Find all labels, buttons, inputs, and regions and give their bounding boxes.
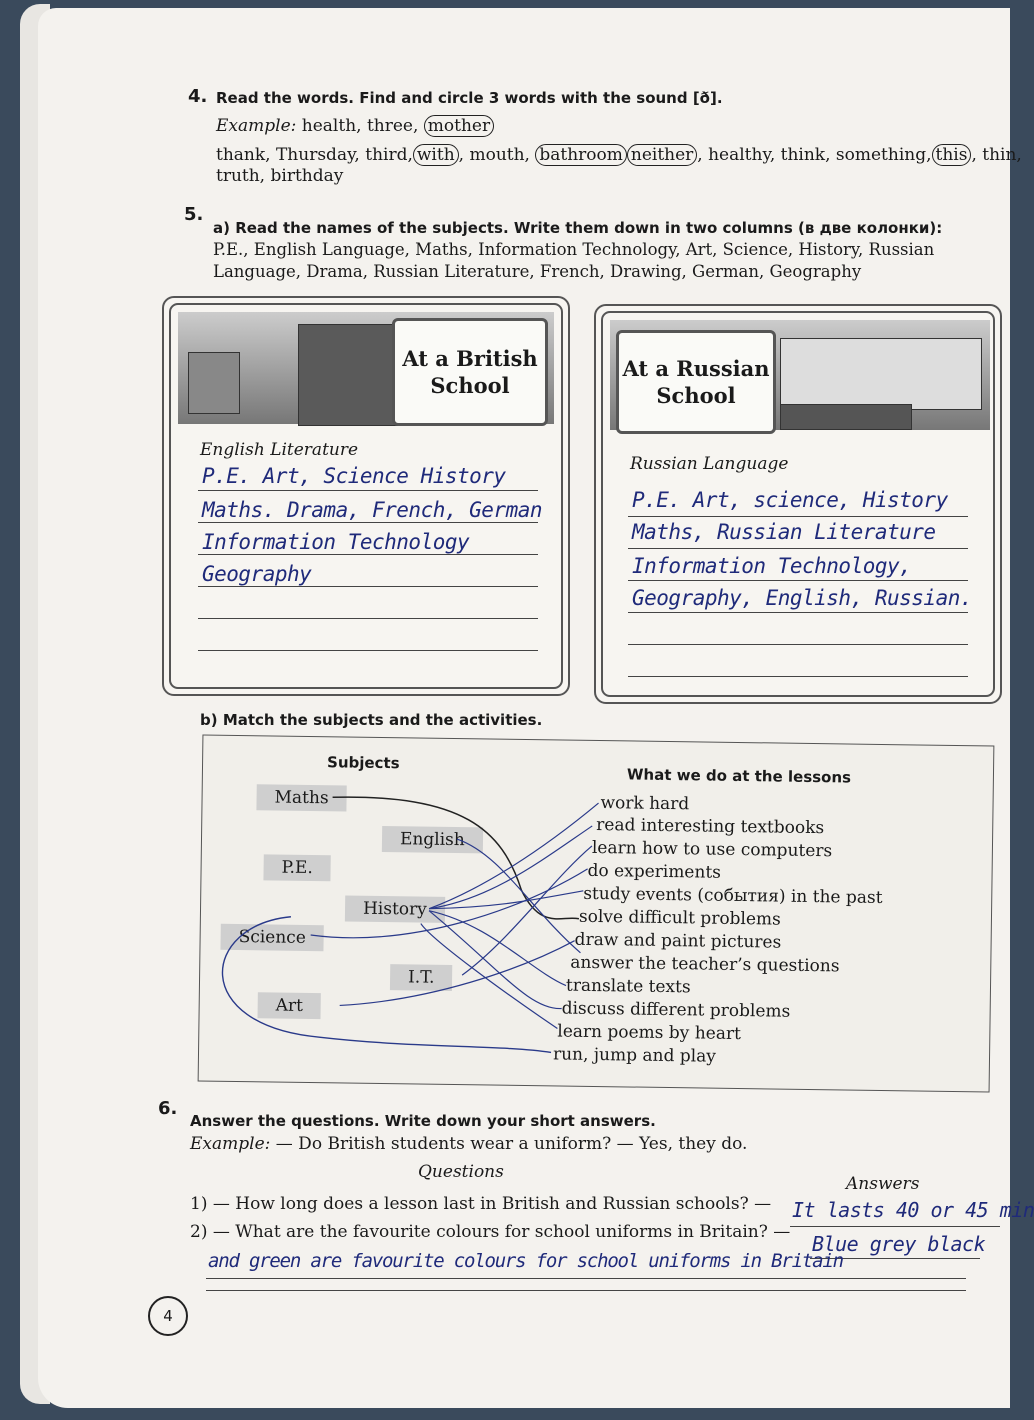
ex4-words-a: thank, Thursday, third, xyxy=(216,145,413,165)
british-school-box xyxy=(162,296,570,696)
activities-heading: What we do at the lessons xyxy=(626,765,852,787)
ex4-word-line-1 xyxy=(216,145,1022,165)
matching-panel xyxy=(198,734,995,1092)
british-first-item: English Literature xyxy=(200,440,359,460)
rule xyxy=(198,650,538,651)
activity-item: learn how to use computers xyxy=(591,837,833,862)
rule xyxy=(628,580,968,581)
question-1: 1) — How long does a lesson last in British and Russian schools? — xyxy=(190,1194,772,1214)
rule xyxy=(628,516,968,517)
circled-word-this: this xyxy=(932,144,972,166)
ex5-subject-list-1: P.E., English Language, Maths, Information Technology, Art, Science, History, Russian xyxy=(213,240,935,259)
ex4-example xyxy=(216,116,494,136)
activity-item: read interesting textbooks xyxy=(596,814,825,839)
rule xyxy=(198,586,538,587)
ex4-words-c: , healthy, think, something, xyxy=(697,145,932,165)
answer-2-part-1: Blue grey black xyxy=(812,1232,986,1256)
workbook-page xyxy=(38,8,1022,1408)
circled-word-bathroom: bathroom xyxy=(535,144,627,166)
photo-students xyxy=(780,404,912,430)
rule xyxy=(198,522,538,523)
activity-item: draw and paint pictures xyxy=(574,929,782,953)
answers-heading: Answers xyxy=(846,1174,920,1194)
ex6-example-label: Example: xyxy=(190,1134,271,1154)
circled-word-neither: neither xyxy=(627,144,697,166)
circled-word-with: with xyxy=(413,144,459,166)
british-hand-line: P.E. Art, Science History xyxy=(202,464,506,488)
ex4-number: 4. xyxy=(188,86,208,107)
activity-item: work hard xyxy=(600,793,690,815)
russian-hand-line: Maths, Russian Literature xyxy=(632,520,936,544)
subject-pe: P.E. xyxy=(263,854,331,881)
ex5-subject-list-2: Language, Drama, Russian Literature, French, Drawing, German, Geography xyxy=(213,262,862,281)
activity-item: run, jump and play xyxy=(552,1044,717,1067)
match-line xyxy=(331,797,581,919)
answer-2-part-2: and green are favourite colours for school uniforms in Britain xyxy=(208,1250,843,1272)
activity-item: discuss different problems xyxy=(561,998,791,1022)
ex5a-heading: a) Read the names of the subjects. Write them down in two columns (в две колонки): xyxy=(213,219,943,237)
photo-house xyxy=(188,352,240,414)
russian-school-box xyxy=(594,304,1002,704)
russian-hand-line: Geography, English, Russian. xyxy=(632,586,973,610)
ex4-example-label: Example: xyxy=(216,116,297,136)
rule xyxy=(628,612,968,613)
ex4-heading: Read the words. Find and circle 3 words with the sound [ð]. xyxy=(216,89,723,107)
activity-item: solve difficult problems xyxy=(578,906,781,930)
russian-hand-line: Information Technology, xyxy=(632,554,912,578)
ex6-heading: Answer the questions. Write down your short answers. xyxy=(190,1112,656,1130)
russian-first-item: Russian Language xyxy=(630,454,789,474)
ex4-words-b: , mouth, xyxy=(458,145,530,165)
ex5b-heading: b) Match the subjects and the activities. xyxy=(200,711,543,729)
british-hand-line: Maths. Drama, French, German xyxy=(202,498,543,522)
matching-lines xyxy=(199,736,994,1092)
british-hand-line: Information Technology xyxy=(202,530,470,554)
rule xyxy=(628,676,968,677)
ex4-example-words: health, three, xyxy=(301,116,419,136)
question-2: 2) — What are the favourite colours for school uniforms in Britain? — xyxy=(190,1222,791,1242)
subject-art: Art xyxy=(258,992,322,1019)
subject-it: I.T. xyxy=(390,964,453,991)
rule xyxy=(628,644,968,645)
ex6-number: 6. xyxy=(158,1098,178,1119)
rule xyxy=(628,548,968,549)
subject-science: Science xyxy=(220,924,324,951)
ex4-word-line-2: truth, birthday xyxy=(216,166,344,186)
rule xyxy=(198,554,538,555)
ex4-words-d: , thin, xyxy=(971,145,1022,165)
activity-item: answer the teacher’s questions xyxy=(570,952,840,977)
photo-building xyxy=(780,338,982,410)
subject-english: English xyxy=(382,826,483,853)
rule xyxy=(198,490,538,491)
match-line xyxy=(340,937,575,1008)
activity-item: do experiments xyxy=(587,860,722,883)
rule xyxy=(198,618,538,619)
russian-box-title: At a Russian School xyxy=(616,330,776,434)
russian-hand-line: P.E. Art, science, History xyxy=(632,488,948,512)
british-box-title: At a British School xyxy=(392,318,548,426)
ex5-number: 5. xyxy=(184,204,204,225)
ex6-example-text: — Do British students wear a uniform? — Yes, they do. xyxy=(275,1134,748,1154)
match-line xyxy=(311,865,588,941)
page-number: 4 xyxy=(148,1296,188,1336)
subject-maths: Maths xyxy=(256,784,346,811)
answer-1: It lasts 40 or 45 min xyxy=(792,1198,1034,1222)
activity-item: study events (события) in the past xyxy=(583,883,883,908)
questions-heading: Questions xyxy=(418,1162,504,1182)
british-hand-line: Geography xyxy=(202,562,312,586)
subjects-heading: Subjects xyxy=(326,753,400,773)
circled-word-mother: mother xyxy=(424,115,494,137)
subject-history: History xyxy=(345,895,445,922)
activity-item: translate texts xyxy=(565,975,691,998)
activity-item: learn poems by heart xyxy=(557,1021,742,1045)
match-line xyxy=(429,801,598,911)
